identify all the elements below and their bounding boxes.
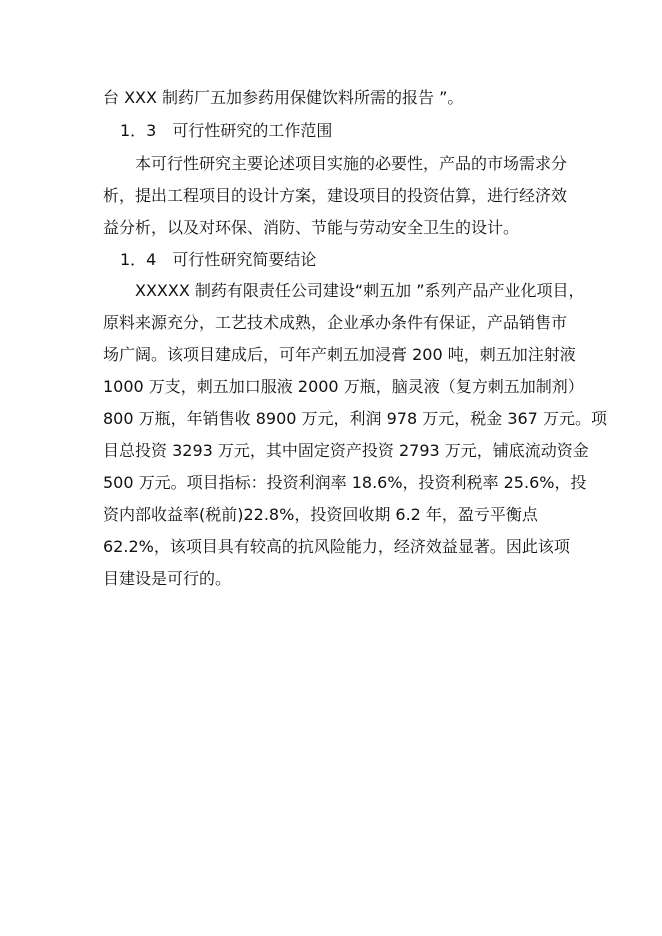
section-1-4-paragraph-line: 场广阔。该项目建成后，可年产刺五加浸膏 200 吨，刺五加注射液 [103, 345, 576, 364]
section-1-4-paragraph-line: 800 万瓶，年销售收 8900 万元，利润 978 万元，税金 367 万元。项 [103, 409, 607, 428]
section-1-4-paragraph-line: 目总投资 3293 万元，其中固定资产投资 2793 万元，铺底流动资金 [103, 441, 589, 460]
section-1-4-paragraph-line: 1000 万支，刺五加口服液 2000 万瓶，脑灵液（复方刺五加制剂） [103, 377, 584, 396]
section-1-4-paragraph-line: 62.2%，该项目具有较高的抗风险能力，经济效益显著。因此该项 [103, 537, 570, 556]
section-1-4-paragraph-line: XXXXX 制药有限责任公司建设“刺五加 ”系列产品产业化项目， [135, 281, 585, 300]
section-1-3-paragraph-line: 益分析，以及对环保、消防、节能与劳动安全卫生的设计。 [103, 218, 520, 237]
section-1-3-paragraph-line: 本可行性研究主要论述项目实施的必要性，产品的市场需求分 [135, 154, 568, 173]
intro-line: 台 XXX 制药厂五加参药用保健饮料所需的报告 ”。 [103, 88, 464, 107]
section-1-4-paragraph-line: 原料来源充分，工艺技术成熟，企业承办条件有保证，产品销售市 [103, 313, 568, 332]
section-1-4-paragraph-line: 资内部收益率(税前)22.8%，投资回收期 6.2 年，盈亏平衡点 [103, 505, 538, 524]
section-1-4-paragraph-line: 500 万元。项目指标：投资利润率 18.6%，投资利税率 25.6%，投 [103, 473, 587, 492]
section-1-4-paragraph-line: 目建设是可行的。 [103, 569, 232, 588]
section-1-3-paragraph-line: 析，提出工程项目的设计方案，建设项目的投资估算，进行经济效 [103, 186, 568, 205]
section-1-4-heading: 1．4 可行性研究简要结论 [120, 250, 317, 269]
section-1-3-heading: 1．3 可行性研究的工作范围 [120, 121, 333, 140]
